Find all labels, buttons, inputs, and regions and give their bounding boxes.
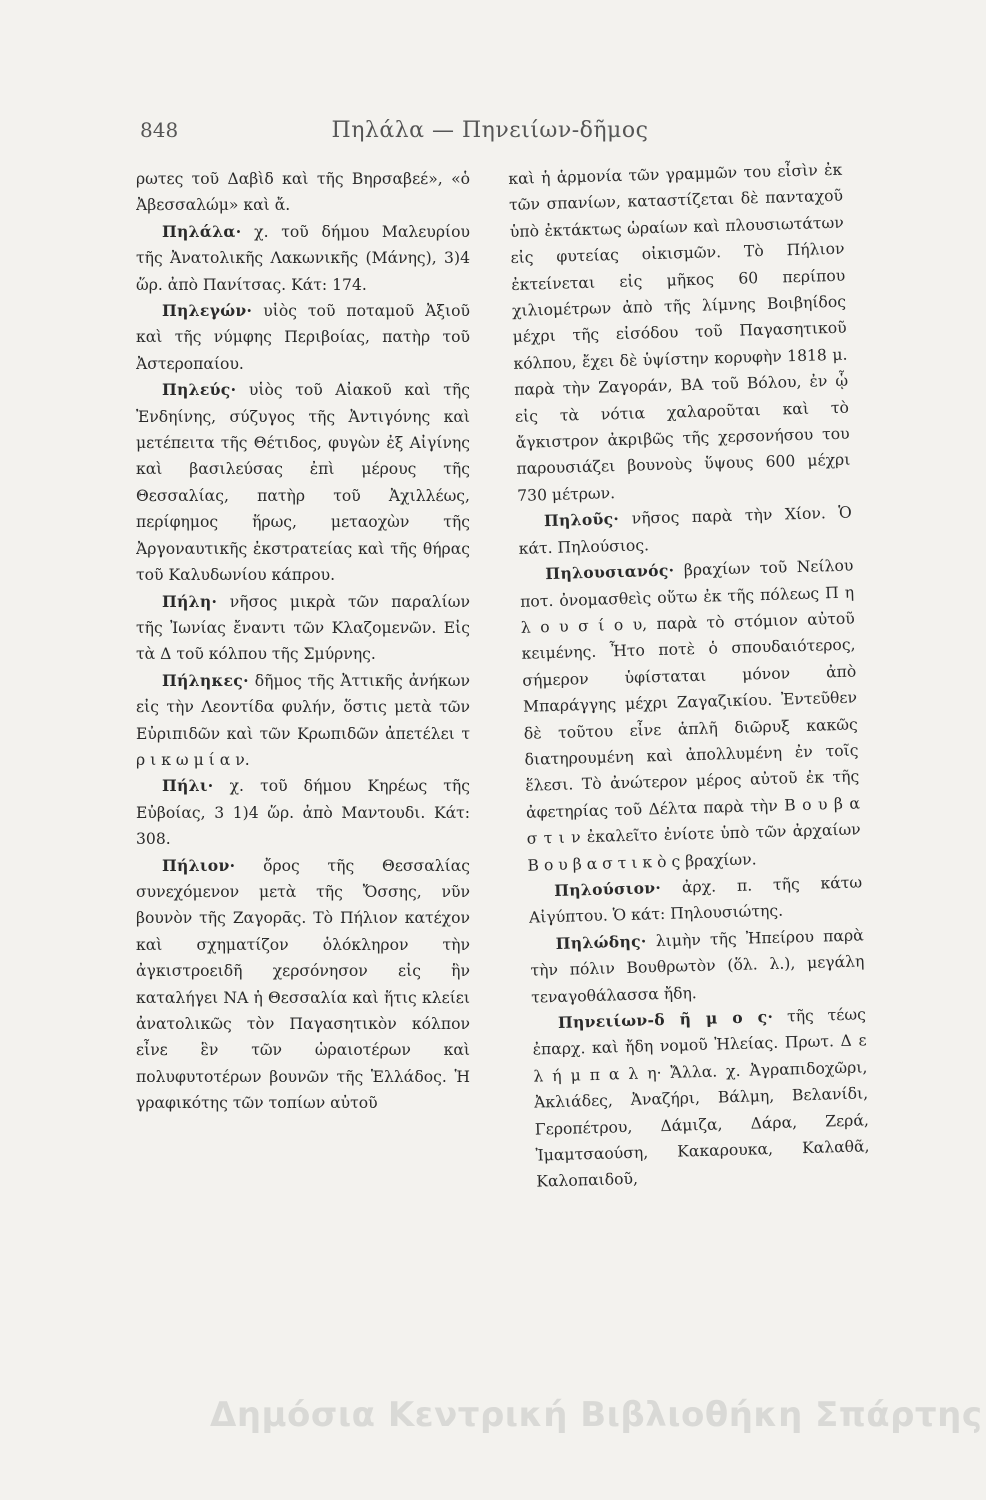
- entry-headword: Πηλούσιον·: [553, 877, 662, 900]
- entry-text: τῆς τέως ἐπαρχ. καὶ ἤδη νομοῦ Ἠλείας. Πρωτ. Δ ε λ ή μ π α λ η· Ἄλλα. χ. Ἀγραπιδοχῶρι, Ἀκλιάδες, Ἀναζήρι, Βάλμη, Βελανίδι, Γεροπέτρου, Δάμιζα, Δάρα, Ζερά, Ἰμαμτσαούση, Κακαρουκα, Καλαθᾶ, Καλοπαιδοῦ,: [532, 1005, 870, 1192]
- text-columns: [136, 160, 870, 1346]
- dictionary-entry: [136, 298, 470, 377]
- entry-text: υἱὸς τοῦ Αἰακοῦ καὶ τῆς Ἐνδηίνης, σύζυγος τῆς Ἀντιγόνης καὶ μετέπειτα τῆς Θέτιδος, φυγὼν ἐξ Αἰγίνης καὶ βασιλεύσας ἐπὶ μέρους τῆς Θεσσαλίας, πατὴρ τοῦ Ἀχιλλέως, περίφημος ἥρως, μεταοχὼν τῆς Ἀργοναυτικῆς ἐκστρατείας καὶ τῆς θήρας τοῦ Καλυδωνίου κάπρου.: [136, 381, 470, 585]
- dictionary-entry: [508, 157, 851, 509]
- page-title: Πηλάλα — Πηνειίων-δῆμος: [331, 118, 649, 143]
- dictionary-entry: [136, 853, 470, 1117]
- entry-text: ὄρος τῆς Θεσσαλίας συνεχόμενον μετὰ τῆς Ὄσσης, νῦν βουνὸν τῆς Ζαγορᾶς. Τὸ Πήλιον κατέχον καὶ σχηματίζον ὁλόκληρον τὴν ἀγκιστροειδῆ χερσόνησον εἰς ἣν καταλήγει ΝΑ ἡ Θεσσαλία καὶ ἥτις κλείει ἀνατολικῶς τὸν Παγασητικὸν κόλπον εἶνε ἓν τῶν ὡραιοτέρων καὶ πολυφυτοτέρων βουνῶν τῆς Ἑλλάδος. Ἡ γραφικότης τῶν τοπίων αὐτοῦ: [136, 856, 470, 1113]
- dictionary-entry: [136, 589, 470, 668]
- dictionary-entry: [136, 377, 470, 588]
- dictionary-entry: [529, 922, 865, 1011]
- entry-text: νῆσος παρὰ τὴν Χίον. Ὁ κάτ. Πηλούσιος.: [518, 503, 853, 558]
- dictionary-entry: [519, 553, 862, 879]
- entry-text: χ. τοῦ δήμου Κηρέως τῆς Εὐβοίας, 3 1)4 ὥρ. ἀπὸ Μαντουδι. Κάτ: 308.: [136, 777, 470, 849]
- entry-text: βραχίων τοῦ Νείλου ποτ. ὀνομασθεὶς οὕτω ἐκ τῆς πόλεως Π η λ ο υ σ ί ο υ, παρὰ τὸ στόμιον αὐτοῦ κειμένης. Ἦτο ποτὲ ὁ σπουδαιότερος, σήμερον ὑφίσταται μόνον ἀπὸ Μπαράγγης μέχρι Ζαγαζικίου. Ἐντεῦθεν δὲ τοῦτου εἶνε ἁπλῆ διῶρυξ κακῶς διατηρουμένη καὶ ἀπολλυμένη ἐν τοῖς ἕλεσι. Τὸ ἀνώτερον μέρος αὐτοῦ ἐκ τῆς ἀφετηρίας τοῦ Δέλτα παρὰ τὴν Β ο υ β α σ τ ι ν ἐκαλεῖτο ἐνίοτε ὑπὸ τῶν ἀρχαίων Β ο υ β α σ τ ι κ ὸ ς βραχίων.: [519, 556, 861, 875]
- dictionary-entry: [136, 166, 470, 219]
- dictionary-entry: [136, 773, 470, 852]
- entry-headword: Πηλουσιανός·: [545, 560, 675, 584]
- entry-text: νῆσος μικρὰ τῶν παραλίων τῆς Ἰωνίας ἔναντι τῶν Κλαζομενῶν. Εἰς τὰ Δ τοῦ κόλπου τῆς Σμύρνης.: [136, 592, 470, 664]
- entry-headword: Πηνειίων-δ ῆ μ ο ς·: [557, 1006, 774, 1032]
- dictionary-entry: [518, 500, 853, 562]
- left-column: [136, 166, 470, 1346]
- entry-text: ἀρχ. π. τῆς κάτω Αἰγύπτου. Ὁ κάτ: Πηλουσιώτης.: [528, 873, 863, 928]
- library-watermark: Δημόσια Κεντρική Βιβλιοθήκη Σπάρτης: [210, 1395, 983, 1435]
- dictionary-entry: [532, 1001, 871, 1195]
- page-header: [140, 118, 840, 142]
- entry-headword: Πήλη·: [162, 591, 218, 611]
- entry-headword: Πηλώδης·: [555, 931, 647, 953]
- dictionary-entry: [136, 668, 470, 774]
- entry-text: λιμὴν τῆς Ἠπείρου παρὰ τὴν πόλιν Βουθρωτὸν (ὅλ. λ.), μεγάλη τεναγοθάλασσα ἤδη.: [530, 926, 865, 1007]
- dictionary-entry: [528, 869, 863, 931]
- entry-headword: Πήλι·: [162, 776, 214, 796]
- entry-headword: Πήλιον·: [162, 855, 236, 875]
- entry-headword: Πήληκες·: [162, 670, 249, 690]
- entry-text: ρωτες τοῦ Δαβὶδ καὶ τῆς Βηρσαβεέ», «ὁ Ἀβεσσαλώμ» καὶ ἄ.: [136, 170, 470, 215]
- entry-headword: Πηλάλα·: [162, 221, 242, 241]
- entry-text: υἱὸς τοῦ ποταμοῦ Ἀξιοῦ καὶ τῆς νύμφης Περιβοίας, πατὴρ τοῦ Ἀστεροπαίου.: [136, 302, 470, 373]
- entry-headword: Πηλεγών·: [162, 301, 253, 321]
- entry-headword: Πηλοῦς·: [543, 509, 620, 531]
- right-column: [508, 157, 875, 1346]
- entry-headword: Πηλεύς·: [162, 380, 237, 400]
- dictionary-entry: [136, 219, 470, 298]
- entry-text: χ. τοῦ δήμου Μαλευρίου τῆς Ἀνατολικῆς Λακωνικῆς (Μάνης), 3)4 ὥρ. ἀπὸ Πανίτσας. Κάτ: 174.: [136, 222, 470, 294]
- entry-text: δῆμος τῆς Ἀττικῆς ἀνήκων εἰς τὴν Λεοντίδα φυλήν, ὅστις μετὰ τῶν Εὐριπιδῶν καὶ τῶν Κρωπιδῶν ἀπετέλει τ ρ ι κ ω μ ί α ν.: [136, 671, 470, 769]
- entry-text: καὶ ἡ ἁρμονία τῶν γραμμῶν του εἶσὶν ἐκ τῶν σπανίων, καταστίζεται δὲ πανταχοῦ ὑπὸ ἐκτάκτως ὡραίων καὶ πλουσιωτάτων εἰς φυτείας οἰκισμῶν. Τὸ Πήλιον ἐκτείνεται εἰς μῆκος 60 περίπου χιλιομέτρων ἀπὸ τῆς λίμνης Βοιβηίδος μέχρι τῆς εἰσόδου τοῦ Παγασητικοῦ κόλπου, ἔχει δὲ ὑψίστην κορυφὴν 1818 μ. παρὰ τὴν Ζαγοράν, ΒΑ τοῦ Βόλου, ἐν ᾧ εἰς τὰ νότια χαλαροῦται καὶ τὸ ἄγκιστρον ἀκριβῶς τῆς χερσονήσου του παρουσιάζει βουνοὺς ὕψους 600 μέχρι 730 μέτρων.: [508, 160, 851, 505]
- page-number: 848: [140, 118, 179, 142]
